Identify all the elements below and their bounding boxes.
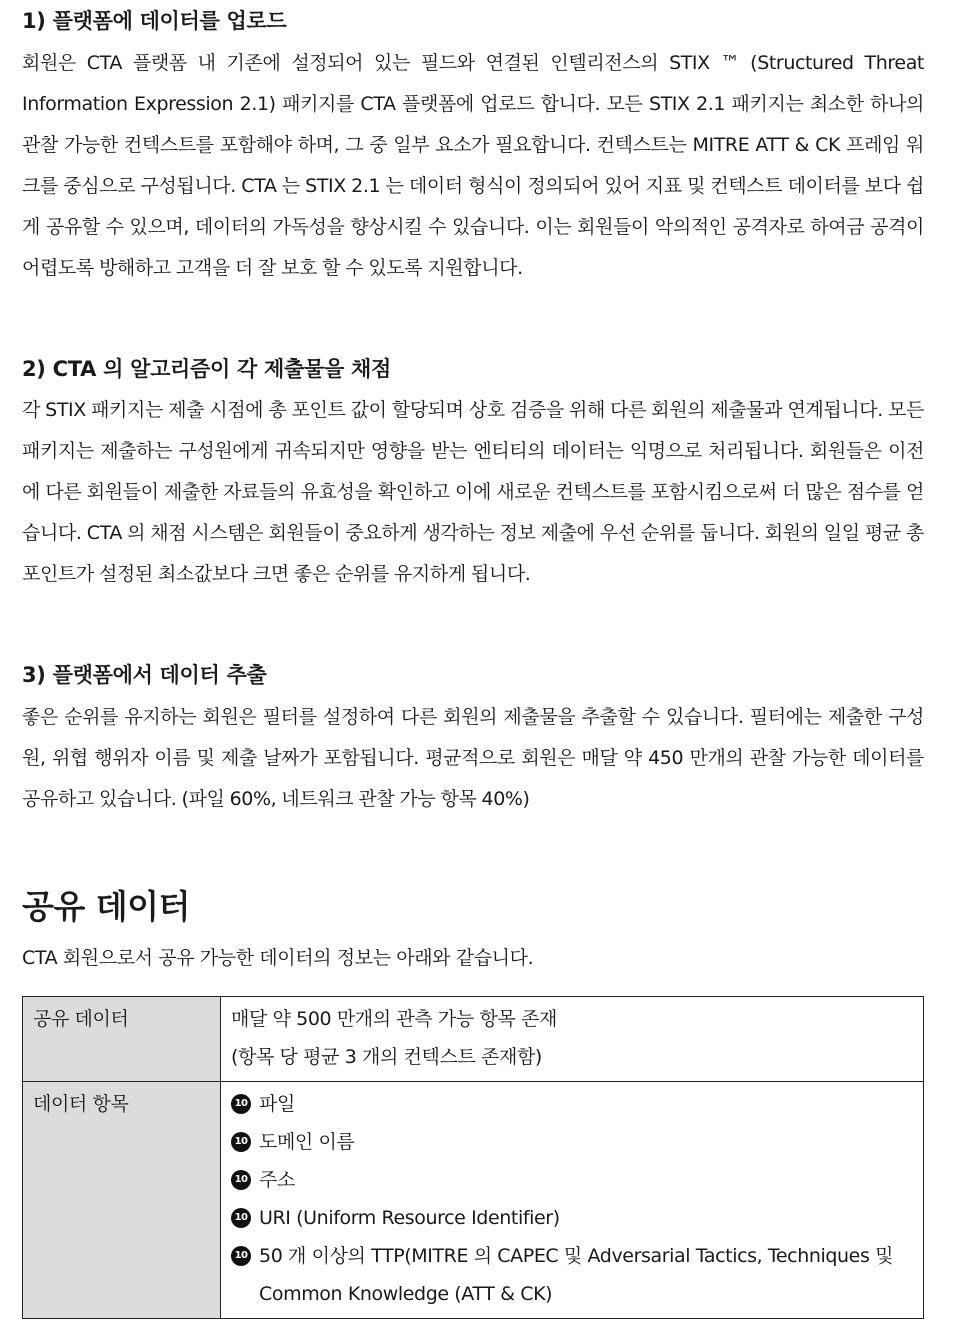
- section3-body: 좋은 순위를 유지하는 회원은 필터를 설정하여 다른 회원의 제출물을 추출할 수 있습니다. 필터에는 제출한 구성원, 위협 행위자 이름 및 제출 날짜가 포함됩니다. 평균적으로 회원은 매달 약 450 만개의 관찰 가능한 데이터를 공유하고 있습니다. (파일 60%, 네트워크 관찰 가능 항목 40%): [22, 706, 924, 810]
- list-item: [231, 1123, 913, 1161]
- circled-number-icon: 10: [231, 1208, 251, 1228]
- shared-data-line2: (항목 당 평균 3 개의 컨텍스트 존재함): [231, 1046, 542, 1068]
- section2-heading: 2) CTA 의 알고리즘이 각 제출물을 채점: [22, 357, 391, 381]
- table-value-data-items: [221, 1082, 924, 1319]
- table-label-data-items: 데이터 항목: [23, 1082, 221, 1319]
- circled-number-icon: 10: [231, 1246, 251, 1266]
- circled-number-icon: 10: [231, 1132, 251, 1152]
- shared-data-title: 공유 데이터: [22, 887, 190, 926]
- data-items-list: [231, 1085, 913, 1313]
- table-label-shared-data: 공유 데이터: [23, 997, 221, 1082]
- circled-number-icon: 10: [231, 1170, 251, 1190]
- table-row: [23, 1082, 924, 1319]
- shared-data-table: [22, 996, 924, 1319]
- section1-heading: 1) 플랫폼에 데이터를 업로드: [22, 9, 287, 33]
- table-row: [23, 997, 924, 1082]
- list-item-text: 도메인 이름: [259, 1131, 355, 1153]
- list-item: [231, 1199, 913, 1237]
- section2-body: 각 STIX 패키지는 제출 시점에 총 포인트 값이 할당되며 상호 검증을 위해 다른 회원의 제출물과 연계됩니다. 모든 패키지는 제출하는 구성원에게 귀속되지만 영향을 받는 엔티티의 데이터는 익명으로 처리됩니다. 회원들은 이전에 다른 회원들이 제출한 자료들의 유효성을 확인하고 이에 새로운 컨텍스트를 포함시킴으로써 더 많은 점수를 얻습니다. CTA 의 채점 시스템은 회원들이 중요하게 생각하는 정보 제출에 우선 순위를 둡니다. 회원의 일일 평균 총 포인트가 설정된 최소값보다 크면 좋은 순위를 유지하게 됩니다.: [22, 399, 924, 585]
- circled-number-icon: 10: [231, 1094, 251, 1114]
- list-item: [231, 1085, 913, 1123]
- section1-body: 회원은 CTA 플랫폼 내 기존에 설정되어 있는 필드와 연결된 인텔리전스의 STIX ™ (Structured Threat Information Expression 2.1) 패키지를 CTA 플랫폼에 업로드 합니다. 모든 STIX 2.1 패키지는 최소한 하나의 관찰 가능한 컨텍스트를 포함해야 하며, 그 중 일부 요소가 필요합니다. 컨텍스트는 MITRE ATT & CK 프레임 워크를 중심으로 구성됩니다. CTA 는 STIX 2.1 는 데이터 형식이 정의되어 있어 지표 및 컨텍스트 데이터를 보다 쉽게 공유할 수 있으며, 데이터의 가독성을 향상시킬 수 있습니다. 이는 회원들이 악의적인 공격자로 하여금 공격이 어렵도록 방해하고 고객을 더 잘 보호 할 수 있도록 지원합니다.: [22, 52, 924, 279]
- table-value-shared-data: [221, 997, 924, 1082]
- list-item-text: URI (Uniform Resource Identifier): [259, 1207, 560, 1229]
- shared-data-intro: CTA 회원으로서 공유 가능한 데이터의 정보는 아래와 같습니다.: [22, 947, 534, 969]
- list-item: [231, 1237, 913, 1313]
- list-item-text: 50 개 이상의 TTP(MITRE 의 CAPEC 및 Adversarial Tactics, Techniques 및 Common Knowledge (ATT & CK): [259, 1245, 894, 1305]
- shared-data-line1: 매달 약 500 만개의 관측 가능 항목 존재: [231, 1008, 557, 1030]
- section3-heading: 3) 플랫폼에서 데이터 추출: [22, 663, 267, 687]
- list-item: [231, 1161, 913, 1199]
- list-item-text: 파일: [259, 1093, 295, 1115]
- list-item-text: 주소: [259, 1169, 295, 1191]
